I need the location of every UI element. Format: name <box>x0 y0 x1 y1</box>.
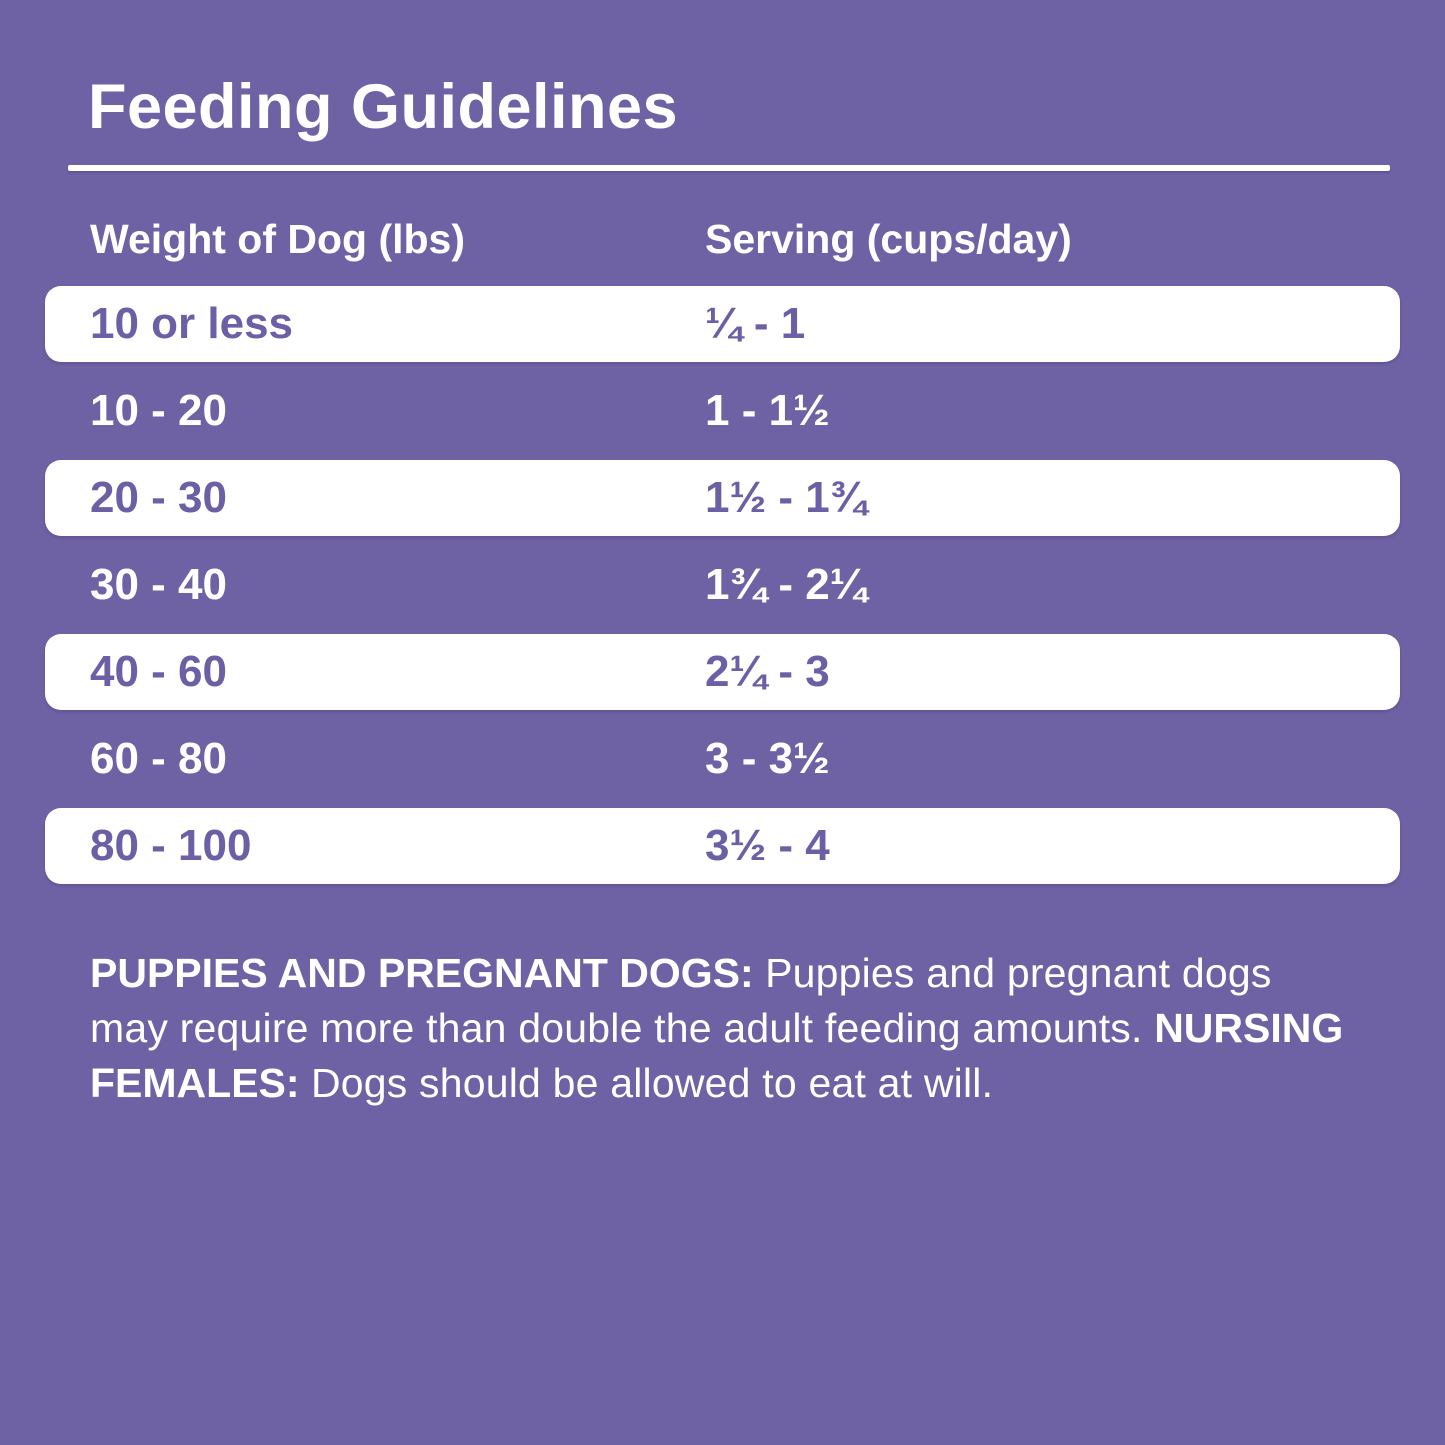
page-title: Feeding Guidelines <box>88 72 679 142</box>
weight-cell: 10 or less <box>90 299 294 349</box>
weight-column-header: Weight of Dog (lbs) <box>90 216 466 262</box>
puppies-pregnant-nursing-note <box>90 946 1360 1111</box>
serving-cell: ¼ - 1 <box>705 299 806 349</box>
serving-cell: 3½ - 4 <box>705 821 830 871</box>
weight-cell: 30 - 40 <box>90 560 227 610</box>
table-row <box>45 286 1400 362</box>
title-underline-divider <box>68 165 1390 171</box>
weight-cell: 10 - 20 <box>90 386 227 436</box>
weight-cell: 80 - 100 <box>90 821 252 871</box>
serving-cell: 1¾ - 2¼ <box>705 560 867 610</box>
table-row <box>45 460 1400 536</box>
table-row <box>45 634 1400 710</box>
serving-cell: 1½ - 1¾ <box>705 473 867 523</box>
table-row <box>45 808 1400 884</box>
weight-cell: 20 - 30 <box>90 473 227 523</box>
table-row <box>45 362 1400 460</box>
table-column-headers <box>90 217 1355 262</box>
note-heading-text: PUPPIES AND PREGNANT DOGS: <box>90 950 766 997</box>
serving-cell: 3 - 3½ <box>705 734 830 784</box>
table-row <box>45 536 1400 634</box>
note-heading-text: NURSING FEMALES: <box>90 1005 1344 1107</box>
serving-cell: 1 - 1½ <box>705 386 830 436</box>
note-body-text: Dogs should be allowed to eat at will. <box>310 1060 994 1107</box>
serving-cell: 2¼ - 3 <box>705 647 830 697</box>
table-row <box>45 710 1400 808</box>
feeding-guidelines-table <box>45 286 1400 884</box>
weight-cell: 40 - 60 <box>90 647 227 697</box>
serving-column-header: Serving (cups/day) <box>705 216 1072 262</box>
note-body-text: Puppies and pregnant dogs may require more than double the adult feeding amounts. <box>90 950 1272 1052</box>
weight-cell: 60 - 80 <box>90 734 227 784</box>
